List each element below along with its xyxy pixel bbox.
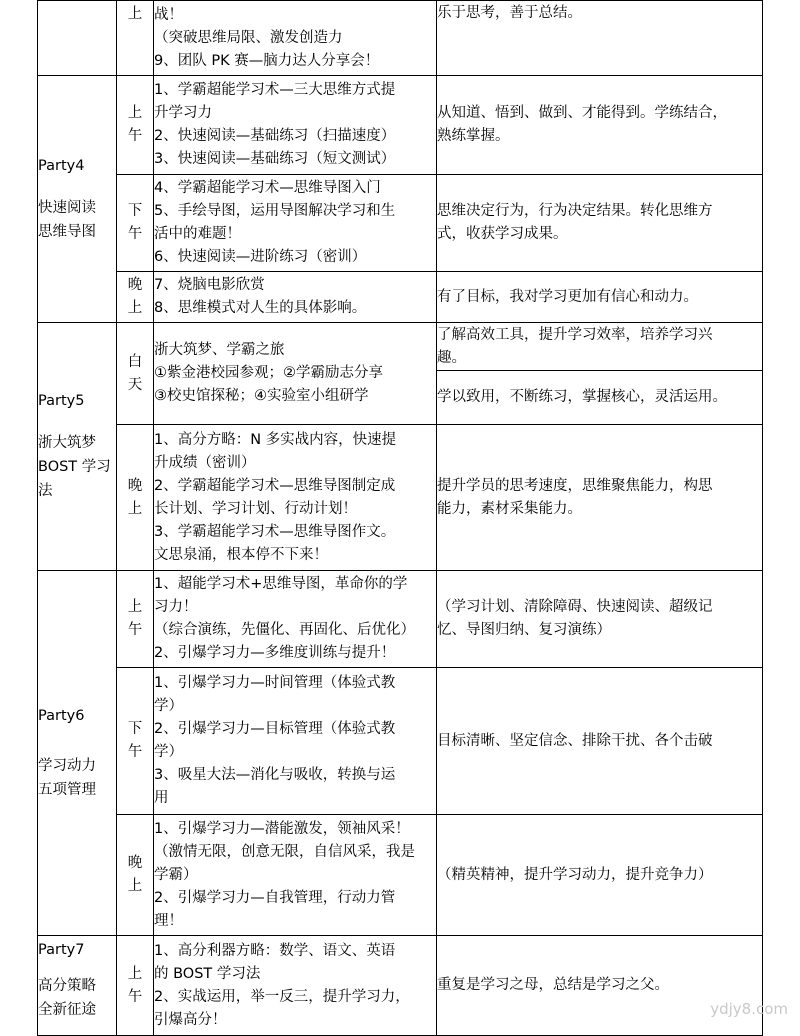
party-title: 高分策略 bbox=[38, 978, 96, 994]
outcome-text: 目标清晰、坚定信念、排除干扰、各个击破 bbox=[437, 732, 713, 749]
time-cell bbox=[117, 323, 154, 425]
table-row bbox=[38, 815, 763, 936]
content-cell bbox=[154, 272, 437, 323]
content-line: 7、烧脑电影欣赏 bbox=[154, 277, 265, 293]
content-line: 1、高分方略：N 多实战内容，快速提 bbox=[154, 431, 397, 448]
outcome-cell bbox=[437, 668, 763, 815]
content-line: 1、学霸超能学习术—三大思维方式提 bbox=[154, 82, 396, 98]
content-cell bbox=[154, 936, 437, 1036]
party-name: Party5 bbox=[38, 393, 85, 409]
outcome-text: 学以致用，不断练习，掌握核心，灵活运用。 bbox=[437, 389, 727, 405]
content-line: 8、思维模式对人生的具体影响。 bbox=[154, 300, 367, 316]
outcome-text: 忆、导图归纳、复习演练） bbox=[437, 622, 611, 638]
party-cell bbox=[38, 76, 117, 323]
party-cell bbox=[38, 1, 117, 76]
content-line: 3、吸星大法—消化与吸收，转换与运 bbox=[154, 767, 396, 783]
outcome-cell bbox=[437, 371, 763, 425]
content-line: 用 bbox=[154, 790, 169, 806]
schedule-table bbox=[37, 0, 763, 1036]
outcome-text: 思维决定行为，行为决定结果。转化思维方 bbox=[437, 203, 713, 219]
content-line: 2、引爆学习力—多维度训练与提升！ bbox=[154, 645, 396, 661]
time-label: 午 bbox=[127, 988, 143, 1005]
content-line: ①紫金港校园参观；②学霸励志分享 bbox=[154, 365, 383, 381]
content-line: 2、快速阅读—基础练习（扫描速度） bbox=[154, 128, 396, 144]
party-title: BOST 学习 bbox=[38, 459, 111, 475]
party-title: 五项管理 bbox=[38, 781, 96, 798]
content-line: 活中的难题！ bbox=[154, 226, 241, 242]
content-line: 升成绩（密训） bbox=[154, 454, 256, 471]
outcome-cell bbox=[437, 815, 763, 936]
table-row bbox=[38, 571, 763, 668]
outcome-text: 乐于思考，善于总结。 bbox=[437, 5, 582, 21]
table-row bbox=[38, 936, 763, 1036]
content-line: 文思泉涌，根本停不下来！ bbox=[154, 546, 328, 563]
outcome-cell bbox=[437, 76, 763, 175]
outcome-cell bbox=[437, 323, 763, 371]
content-line: 3、学霸超能学习术—思维导图作文。 bbox=[154, 523, 396, 540]
content-line: 2、引爆学习力—自我管理，行动力管 bbox=[154, 889, 396, 906]
outcome-cell bbox=[437, 425, 763, 571]
content-line: 长计划、学习计划、行动计划！ bbox=[154, 500, 357, 517]
party-cell bbox=[38, 936, 117, 1036]
content-line: 的 BOST 学习法 bbox=[154, 965, 261, 982]
content-line: 6、快速阅读—进阶练习（密训） bbox=[154, 249, 367, 265]
content-line: 4、学霸超能学习术—思维导图入门 bbox=[154, 180, 381, 196]
content-line: 2、引爆学习力—目标管理（体验式教 bbox=[154, 721, 396, 737]
time-label: 午 bbox=[127, 622, 143, 638]
party-name: Party4 bbox=[38, 157, 85, 174]
outcome-text: （精英精神，提升学习动力，提升竞争力） bbox=[437, 866, 713, 883]
content-cell bbox=[154, 571, 437, 668]
content-line: 5、手绘导图，运用导图解决学习和生 bbox=[154, 203, 396, 219]
time-label: 午 bbox=[127, 744, 143, 760]
time-label: 天 bbox=[127, 376, 143, 393]
outcome-text: 能力，素材采集能力。 bbox=[437, 500, 582, 517]
outcome-text: 式，收获学习成果。 bbox=[437, 226, 568, 242]
time-cell bbox=[117, 1, 154, 76]
content-line: 升学习力 bbox=[154, 105, 212, 121]
content-line: 浙大筑梦、学霸之旅 bbox=[154, 342, 285, 358]
time-cell bbox=[117, 936, 154, 1036]
content-line: 1、超能学习术+思维导图，革命你的学 bbox=[154, 576, 408, 592]
time-cell bbox=[117, 425, 154, 571]
content-cell bbox=[154, 815, 437, 936]
table-row bbox=[38, 323, 763, 371]
content-line: 理！ bbox=[154, 912, 183, 929]
content-line: 3、快速阅读—基础练习（短文测试） bbox=[154, 151, 396, 167]
content-line: 学） bbox=[154, 744, 183, 760]
party-title: 学习动力 bbox=[38, 757, 96, 774]
content-cell bbox=[154, 1, 437, 76]
party-title: 浙大筑梦 bbox=[38, 435, 96, 451]
party-cell bbox=[38, 571, 117, 936]
party-title: 法 bbox=[38, 483, 53, 499]
party-title: 快速阅读 bbox=[38, 199, 96, 216]
outcome-text: 了解高效工具，提升学习效率，培养学习兴 bbox=[437, 326, 713, 343]
content-line: 2、实战运用，举一反三，提升学习力， bbox=[154, 988, 410, 1005]
time-cell bbox=[117, 815, 154, 936]
time-label: 晚 bbox=[127, 855, 143, 871]
table-row bbox=[38, 668, 763, 815]
content-line: （激情无限，创意无限，自信风采，我是 bbox=[154, 843, 415, 860]
time-label: 上 bbox=[127, 878, 143, 894]
content-line: 战！ bbox=[154, 6, 183, 23]
table-row bbox=[38, 76, 763, 175]
outcome-cell bbox=[437, 571, 763, 668]
table-row bbox=[38, 1, 763, 76]
time-label: 晚 bbox=[127, 277, 143, 293]
party-title: 思维导图 bbox=[38, 223, 96, 240]
time-cell bbox=[117, 76, 154, 175]
party-cell bbox=[38, 323, 117, 571]
outcome-text: 提升学员的思考速度，思维聚焦能力，构思 bbox=[437, 477, 713, 494]
time-label: 白 bbox=[127, 353, 143, 370]
content-line: 学霸） bbox=[154, 866, 198, 883]
outcome-cell bbox=[437, 272, 763, 323]
time-label: 上 bbox=[127, 500, 143, 517]
party-name: Party6 bbox=[38, 707, 85, 724]
table-row bbox=[38, 272, 763, 323]
content-cell bbox=[154, 668, 437, 815]
time-label: 上 bbox=[127, 300, 143, 316]
outcome-text: 从知道、悟到、做到、才能得到。学练结合， bbox=[437, 105, 727, 121]
time-label: 上 bbox=[127, 6, 143, 22]
outcome-text: 重复是学习之母，总结是学习之父。 bbox=[437, 977, 669, 993]
time-cell bbox=[117, 175, 154, 272]
content-line: 1、引爆学习力—潜能激发，领袖风采！ bbox=[154, 820, 410, 837]
time-label: 上 bbox=[127, 965, 143, 982]
time-label: 下 bbox=[127, 721, 143, 737]
content-line: 9、团队 PK 赛—脑力达人分享会！ bbox=[154, 52, 380, 69]
party-name: Party7 bbox=[38, 942, 85, 958]
time-label: 午 bbox=[127, 226, 143, 242]
outcome-text: 熟练掌握。 bbox=[437, 128, 510, 144]
time-label: 晚 bbox=[127, 477, 143, 494]
party-title: 全新征途 bbox=[38, 1002, 96, 1018]
content-line: （突破思维局限、激发创造力 bbox=[154, 29, 343, 46]
outcome-text: 有了目标，我对学习更加有信心和动力。 bbox=[437, 288, 698, 305]
content-line: 1、引爆学习力—时间管理（体验式教 bbox=[154, 675, 396, 691]
time-label: 午 bbox=[127, 128, 143, 144]
content-cell bbox=[154, 76, 437, 175]
content-line: 1、高分利器方略：数学、语文、英语 bbox=[154, 942, 396, 959]
content-line: ③校史馆探秘；④实验室小组研学 bbox=[154, 388, 369, 404]
content-line: 习力！ bbox=[154, 599, 198, 615]
content-line: 引爆高分！ bbox=[154, 1011, 227, 1028]
watermark: ydjy8.com bbox=[710, 1000, 788, 1018]
table-row bbox=[38, 425, 763, 571]
time-label: 上 bbox=[127, 599, 143, 615]
content-cell bbox=[154, 425, 437, 571]
content-line: （综合演练，先僵化、再固化、后优化） bbox=[154, 622, 415, 638]
time-cell bbox=[117, 668, 154, 815]
time-label: 上 bbox=[127, 105, 143, 121]
outcome-cell bbox=[437, 936, 763, 1036]
content-cell bbox=[154, 175, 437, 272]
time-cell bbox=[117, 272, 154, 323]
outcome-text: 趣。 bbox=[437, 349, 466, 366]
table-row bbox=[38, 175, 763, 272]
content-cell bbox=[154, 323, 437, 425]
time-label: 下 bbox=[127, 203, 143, 219]
time-cell bbox=[117, 571, 154, 668]
content-line: 2、学霸超能学习术—思维导图制定成 bbox=[154, 477, 396, 494]
outcome-cell bbox=[437, 175, 763, 272]
outcome-text: （学习计划、清除障碍、快速阅读、超级记 bbox=[437, 599, 713, 615]
content-line: 学） bbox=[154, 698, 183, 714]
outcome-cell bbox=[437, 1, 763, 76]
